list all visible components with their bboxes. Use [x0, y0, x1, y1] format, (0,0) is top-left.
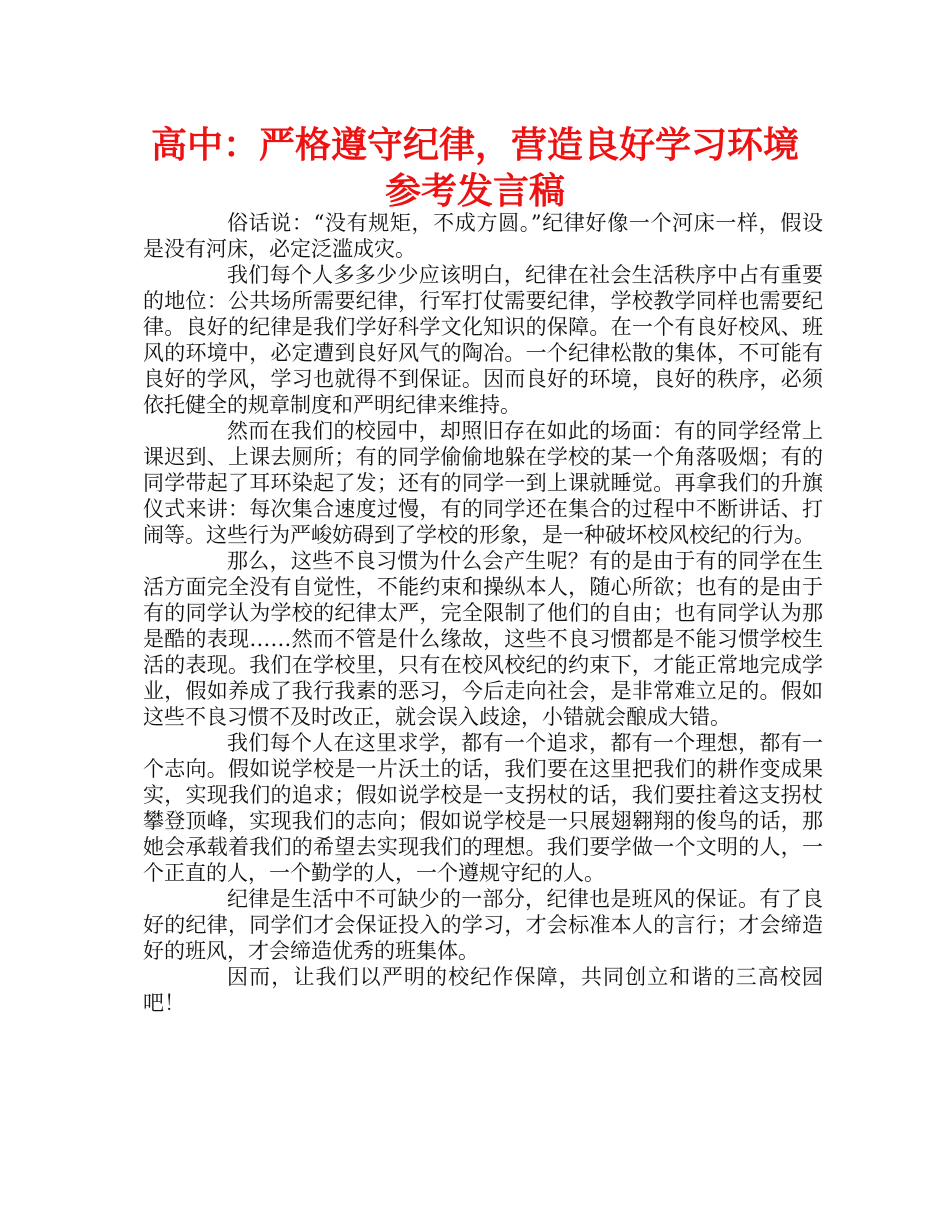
paragraph-4: 那么，这些不良习惯为什么会产生呢？有的是由于有的同学在生活方面完全没有自觉性，不能约束和操纵本人，随心所欲；也有的是由于有的同学认为学校的纪律太严，完全限制了他们的自由；也有同学认为那是酷的表现……然而不管是什么缘故，这些不良习惯都是不能习惯学校生活的表现。我们在学校里，只有在校风校纪的约束下，才能正常地完成学业，假如养成了我行我素的恶习，今后走向社会，是非常难立足的。假如这些不良习惯不及时改正，就会误入歧途，小错就会酿成大错。	[143, 549, 823, 729]
paragraph-5: 我们每个人在这里求学，都有一个追求，都有一个理想，都有一个志向。假如说学校是一片沃土的话，我们要在这里把我们的耕作变成果实，实现我们的追求；假如说学校是一支拐杖的话，我们要拄着这支拐杖攀登顶峰，实现我们的志向；假如说学校是一只展翅翱翔的俊鸟的话，那她会承载着我们的希望去实现我们的理想。我们要学做一个文明的人，一个正直的人，一个勤学的人，一个遵规守纪的人。	[143, 731, 823, 885]
paragraph-7: 因而，让我们以严明的校纪作保障，共同创立和谐的三高校园吧！	[143, 965, 823, 1015]
paragraph-1: 俗话说：“没有规矩，不成方圆。”纪律好像一个河床一样，假设是没有河床，必定泛滥成灾。	[143, 211, 823, 261]
document-title-line-1: 高中：严格遵守纪律，营造良好学习环境	[150, 125, 799, 166]
paragraph-6: 纪律是生活中不可缺少的一部分，纪律也是班风的保证。有了良好的纪律，同学们才会保证投入的学习，才会标准本人的言行；才会缔造好的班风，才会缔造优秀的班集体。	[143, 887, 823, 963]
paragraph-3: 然而在我们的校园中，却照旧存在如此的场面：有的同学经常上课迟到、上课去厕所；有的同学偷偷地躲在学校的某一个角落吸烟；有的同学带起了耳环染起了发；还有的同学一到上课就睡觉。再拿我们的升旗仪式来讲：每次集合速度过慢，有的同学还在集合的过程中不断讲话、打闹等。这些行为严峻妨碍到了学校的形象，是一种破坏校风校纪的行为。	[143, 419, 823, 547]
paragraph-2: 我们每个人多多少少应该明白，纪律在社会生活秩序中占有重要的地位：公共场所需要纪律，行军打仗需要纪律，学校教学同样也需要纪律。良好的纪律是我们学好科学文化知识的保障。在一个有良好校风、班风的环境中，必定遭到良好风气的陶冶。一个纪律松散的集体，不可能有良好的学风，学习也就得不到保证。因而良好的环境，良好的秩序，必须依托健全的规章制度和严明纪律来维持。	[143, 263, 823, 417]
document-body	[143, 210, 823, 1016]
document-title-line-2: 参考发言稿	[384, 171, 565, 212]
